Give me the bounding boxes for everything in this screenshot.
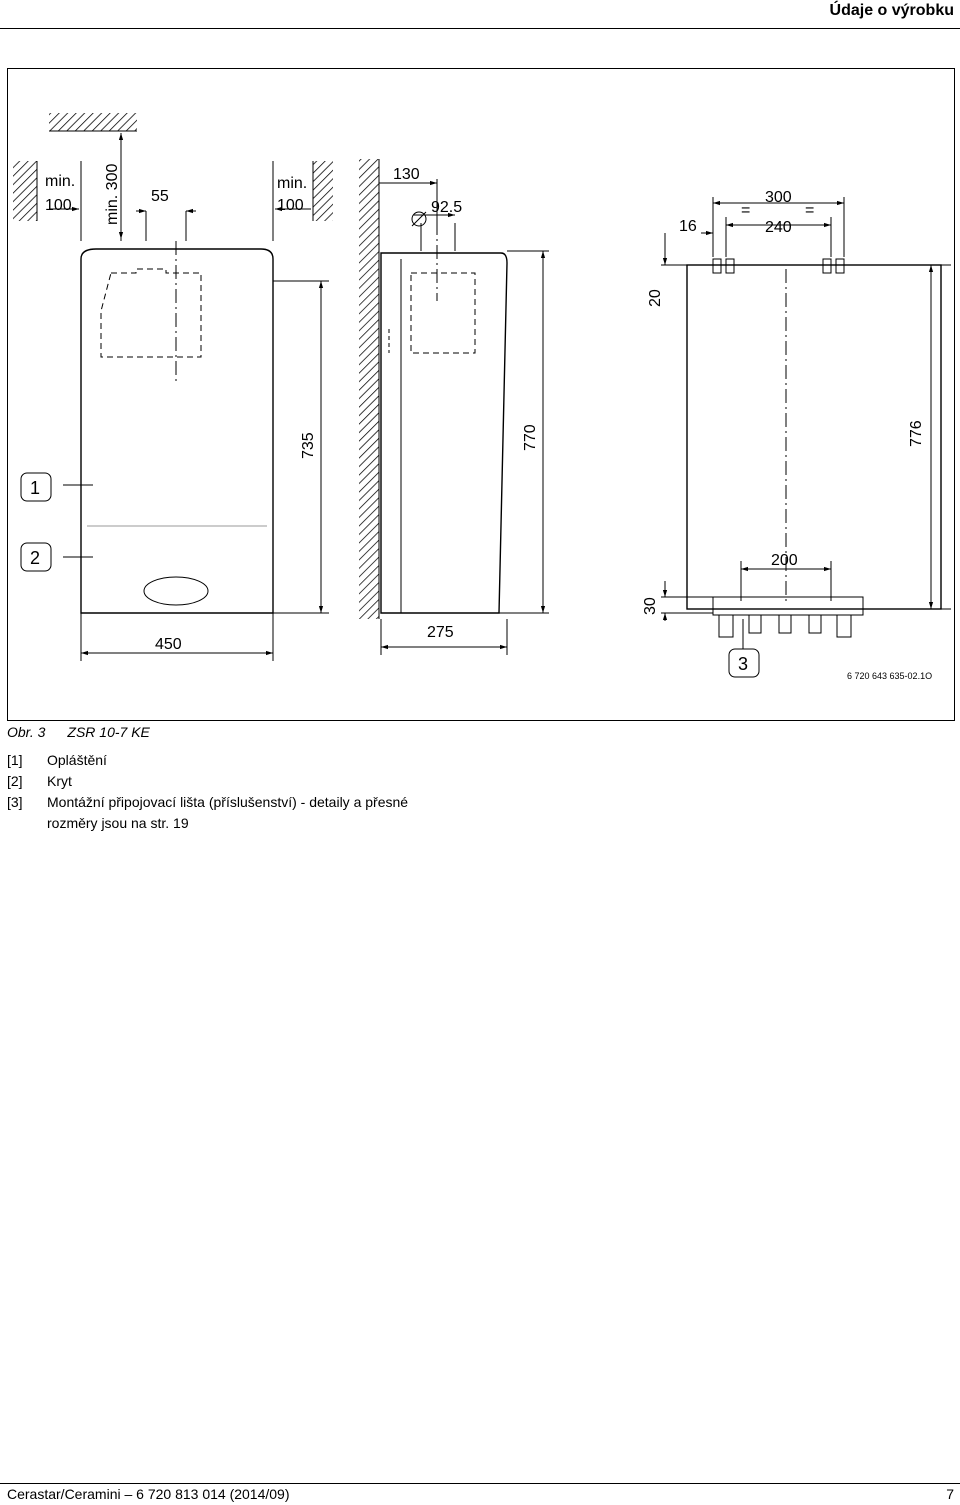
dimension-drawing xyxy=(8,69,954,720)
footer-document-id: Cerastar/Ceramini – 6 720 813 014 (2014/09) xyxy=(7,1486,290,1502)
connection-bar xyxy=(713,597,863,615)
wall-right-hatch xyxy=(313,161,333,221)
dim-16: 16 xyxy=(679,218,697,235)
dim-450: 450 xyxy=(155,636,182,653)
header-rule xyxy=(0,28,960,29)
dim-92-5: 92.5 xyxy=(431,199,463,216)
legend-key: [3] xyxy=(7,794,23,810)
dim-770: 770 xyxy=(522,424,539,451)
dim-30: 30 xyxy=(642,597,659,615)
dim-300: 300 xyxy=(765,189,792,206)
dim-240: 240 xyxy=(765,219,792,236)
side-wall-hatch xyxy=(359,159,379,619)
legend-item xyxy=(7,792,427,834)
footer-rule xyxy=(0,1483,960,1484)
marker-3: 3 xyxy=(738,654,749,674)
figure-legend xyxy=(7,750,427,834)
legend-key: [1] xyxy=(7,752,23,768)
mounting-plate-outline xyxy=(687,265,941,609)
legend-item xyxy=(7,771,427,792)
control-dial xyxy=(144,577,208,605)
dim-275: 275 xyxy=(427,624,454,641)
dim-equal-left: = xyxy=(741,202,751,219)
dim-equal-right: = xyxy=(805,202,815,219)
marker-2: 2 xyxy=(30,548,41,568)
dim-20: 20 xyxy=(647,289,664,307)
dim-min100-b-line1: min. xyxy=(277,175,308,192)
legend-text: Montážní připojovací lišta (příslušenství) - detaily a přesné rozměry jsou na str. 19 xyxy=(47,794,409,831)
dim-200: 200 xyxy=(771,552,798,569)
figure-title: ZSR 10-7 KE xyxy=(67,724,150,740)
boiler-front-outline xyxy=(81,249,273,613)
legend-text: Opláštění xyxy=(47,752,107,768)
dim-735: 735 xyxy=(300,432,317,459)
legend-text: Kryt xyxy=(47,773,72,789)
wall-left-hatch xyxy=(13,161,37,221)
figure-frame xyxy=(7,68,955,721)
ceiling-hatch xyxy=(49,113,137,131)
page-number: 7 xyxy=(946,1486,954,1502)
dim-55: 55 xyxy=(151,188,169,205)
marker-1: 1 xyxy=(30,478,41,498)
figure-caption xyxy=(7,724,150,740)
dim-min300: min. 300 xyxy=(104,163,121,225)
legend-key: [2] xyxy=(7,773,23,789)
dim-min100-a-line1: min. xyxy=(45,173,76,190)
dim-130: 130 xyxy=(393,166,420,183)
dim-min100-a-line2: 100 xyxy=(45,197,72,214)
section-title: Údaje o výrobku xyxy=(829,2,954,19)
figure-number: Obr. 3 xyxy=(7,724,46,740)
figure-code: 6 720 643 635-02.1O xyxy=(847,671,933,681)
dim-min100-b-line2: 100 xyxy=(277,197,304,214)
boiler-side-outline xyxy=(381,253,507,613)
dim-776: 776 xyxy=(908,420,925,447)
legend-item xyxy=(7,750,427,771)
